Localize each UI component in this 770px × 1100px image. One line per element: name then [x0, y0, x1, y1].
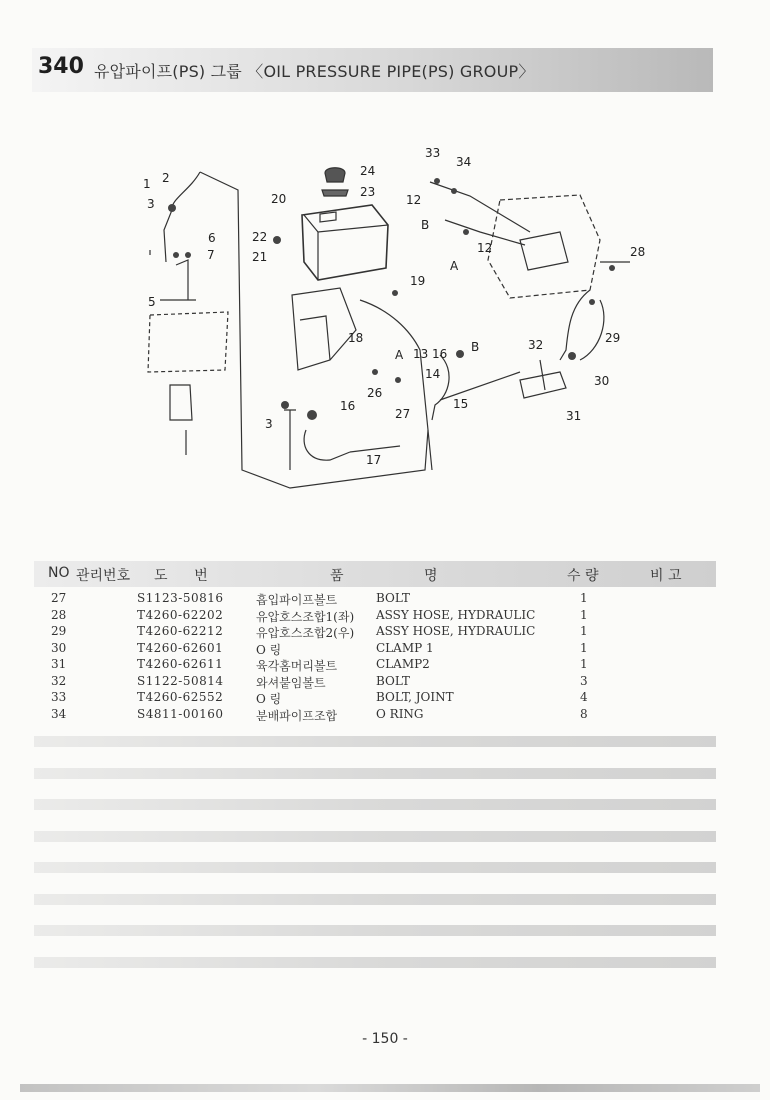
callout-label: 27: [395, 407, 411, 421]
section-number: 340: [38, 54, 84, 79]
callout-label: 31: [566, 409, 582, 423]
row-qty: 1: [580, 624, 588, 638]
row-no: 32: [51, 673, 67, 688]
callout-label: 7: [207, 248, 215, 262]
callout-label: 24: [360, 164, 376, 178]
callout-label: 14: [425, 367, 441, 381]
table-row: [34, 640, 716, 657]
row-qty: 1: [580, 640, 588, 655]
col-name-a: 품: [330, 568, 344, 584]
row-code: S1123-50816: [137, 591, 224, 605]
callout-label: 3: [147, 197, 155, 211]
callout-label: 12: [477, 241, 493, 255]
empty-table-rows: [34, 736, 716, 988]
row-no: 27: [51, 591, 67, 605]
callout-label: 19: [410, 274, 426, 288]
col-no: NO: [48, 565, 70, 581]
callout-label: 30: [594, 374, 610, 388]
callout-label: 2: [162, 171, 170, 185]
callout-label: 12: [406, 193, 422, 207]
row-name-eng: CLAMP2: [376, 657, 430, 671]
page-footer-number: - 150 -: [362, 1031, 408, 1047]
callout-label: 28: [630, 245, 646, 259]
row-code: T4260-62202: [137, 607, 224, 622]
callout-label: 5: [148, 295, 156, 309]
page-header: [32, 48, 713, 92]
empty-row: [34, 925, 716, 936]
row-name-kor: 와셔붙임볼트: [256, 675, 326, 690]
empty-row: [34, 957, 716, 968]
row-name-eng: BOLT, JOINT: [376, 690, 454, 704]
row-no: 34: [51, 706, 67, 721]
diagram-callouts: [143, 146, 645, 467]
col-mgmt-number: 관리번호: [76, 568, 131, 584]
table-row: [34, 656, 716, 673]
table-row: [34, 706, 716, 723]
scan-edge-strip: [20, 1084, 760, 1092]
row-name-kor: 분배파이프조합: [256, 708, 338, 723]
row-name-eng: ASSY HOSE, HYDRAULIC: [376, 607, 536, 622]
col-drawing-number: 도 번: [154, 568, 208, 584]
row-code: S1122-50814: [137, 673, 224, 688]
row-qty: 4: [580, 690, 588, 704]
callout-label: 17: [366, 453, 382, 467]
callout-label: 33: [425, 146, 441, 160]
row-no: 28: [51, 607, 67, 622]
empty-row: [34, 768, 716, 779]
row-qty: 8: [580, 706, 588, 721]
callout-label: 3: [265, 417, 273, 431]
col-name-b: 명: [424, 568, 438, 584]
row-qty: 1: [580, 607, 588, 622]
row-name-eng: BOLT: [376, 673, 410, 688]
row-name-kor: 육각홈머리볼트: [256, 659, 338, 673]
parts-diagram: [0, 130, 770, 490]
row-name-eng: ASSY HOSE, HYDRAULIC: [376, 624, 536, 638]
parts-table-body: [34, 590, 716, 722]
empty-row: [34, 862, 716, 873]
callout-label: 18: [348, 331, 364, 345]
row-code: T4260-62552: [137, 690, 224, 704]
empty-row: [34, 831, 716, 842]
table-row: [34, 673, 716, 690]
callout-label: 16: [340, 399, 356, 413]
parts-table-header: [34, 561, 716, 587]
row-code: S4811-00160: [137, 706, 224, 721]
callout-label: B: [421, 218, 430, 232]
callout-label: 16: [432, 347, 448, 361]
table-row: [34, 607, 716, 624]
row-code: T4260-62601: [137, 640, 224, 655]
row-name-eng: O RING: [376, 706, 424, 721]
callout-label: 15: [453, 397, 469, 411]
table-row: [34, 689, 716, 706]
row-name-kor: O 링: [256, 692, 282, 706]
row-qty: 1: [580, 591, 588, 605]
callout-label: 21: [252, 250, 268, 264]
row-name-kor: 유압호스조합1(좌): [256, 609, 355, 624]
callout-label: 32: [528, 338, 544, 352]
row-no: 31: [51, 657, 67, 671]
row-name-kor: 유압호스조합2(우): [256, 626, 355, 640]
callout-label: B: [471, 340, 480, 354]
table-row: [34, 590, 716, 607]
callout-label: 26: [367, 386, 383, 400]
callout-label: 1: [143, 177, 151, 191]
row-no: 33: [51, 690, 67, 704]
callout-label: 34: [456, 155, 472, 169]
row-qty: 3: [580, 673, 588, 688]
empty-row: [34, 799, 716, 810]
row-name-kor: O 링: [256, 642, 282, 657]
col-remarks: 비 고: [650, 568, 682, 584]
row-code: T4260-62212: [137, 624, 224, 638]
page-title: 유압파이프(PS) 그룹 〈OIL PRESSURE PIPE(PS) GROUP〉: [94, 62, 535, 81]
col-qty: 수 량: [567, 568, 599, 584]
row-no: 29: [51, 624, 67, 638]
empty-row: [34, 736, 716, 747]
callout-label: 29: [605, 331, 621, 345]
row-name-eng: CLAMP 1: [376, 640, 434, 655]
callout-label: 23: [360, 185, 376, 199]
row-name-kor: 흡입파이프볼트: [256, 593, 338, 607]
callout-label: A: [450, 259, 459, 273]
callout-label: A: [395, 348, 404, 362]
callout-label: 20: [271, 192, 287, 206]
row-code: T4260-62611: [137, 657, 224, 671]
row-name-eng: BOLT: [376, 591, 410, 605]
callout-label: 22: [252, 230, 268, 244]
empty-row: [34, 894, 716, 905]
row-no: 30: [51, 640, 67, 655]
callout-label: 13: [413, 347, 429, 361]
callout-label: 6: [208, 231, 216, 245]
table-row: [34, 623, 716, 640]
row-qty: 1: [580, 657, 588, 671]
